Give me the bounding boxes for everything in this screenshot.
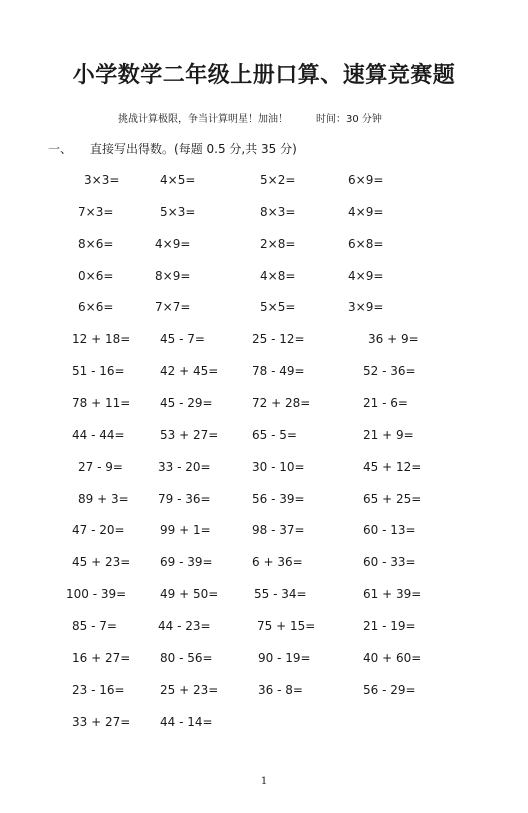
- problem-r14-c2: 49 + 50=: [160, 587, 219, 601]
- problem-r11-c4: 65 + 25=: [363, 492, 422, 506]
- problem-r11-c3: 56 - 39=: [252, 492, 305, 506]
- problem-r12-c1: 47 - 20=: [72, 523, 125, 537]
- problem-r13-c1: 45 + 23=: [72, 555, 131, 569]
- problem-r17-c2: 25 + 23=: [160, 683, 219, 697]
- problem-r12-c4: 60 - 13=: [363, 523, 416, 537]
- problem-r1-c3: 5×2=: [260, 173, 296, 187]
- problem-r9-c4: 21 + 9=: [363, 428, 414, 442]
- problem-r16-c2: 80 - 56=: [160, 651, 213, 665]
- problem-r10-c4: 45 + 12=: [363, 460, 422, 474]
- problem-r17-c1: 23 - 16=: [72, 683, 125, 697]
- page-title: 小学数学二年级上册口算、速算竞赛题: [72, 63, 456, 88]
- problem-r11-c2: 79 - 36=: [158, 492, 211, 506]
- problem-r9-c1: 44 - 44=: [72, 428, 125, 442]
- problem-r7-c3: 78 - 49=: [252, 364, 305, 378]
- problem-r2-c1: 7×3=: [78, 205, 114, 219]
- problem-r16-c3: 90 - 19=: [258, 651, 311, 665]
- problem-r13-c3: 6 + 36=: [252, 555, 303, 569]
- problem-r8-c2: 45 - 29=: [160, 396, 213, 410]
- problem-r10-c1: 27 - 9=: [78, 460, 123, 474]
- problem-r5-c4: 3×9=: [348, 300, 384, 314]
- section-instruction: 直接写出得数。(每题 0.5 分,共 35 分): [90, 142, 297, 156]
- problem-r18-c1: 33 + 27=: [72, 715, 131, 729]
- problem-r7-c1: 51 - 16=: [72, 364, 125, 378]
- problem-r4-c4: 4×9=: [348, 269, 384, 283]
- problem-r4-c1: 0×6=: [78, 269, 114, 283]
- problem-r12-c3: 98 - 37=: [252, 523, 305, 537]
- problem-r1-c1: 3×3=: [84, 173, 120, 187]
- problem-r1-c4: 6×9=: [348, 173, 384, 187]
- problem-r4-c2: 8×9=: [155, 269, 191, 283]
- problem-r3-c3: 2×8=: [260, 237, 296, 251]
- problem-r17-c4: 56 - 29=: [363, 683, 416, 697]
- problem-r6-c1: 12 + 18=: [72, 332, 131, 346]
- problem-r2-c3: 8×3=: [260, 205, 296, 219]
- problem-r5-c1: 6×6=: [78, 300, 114, 314]
- problem-r2-c2: 5×3=: [160, 205, 196, 219]
- problem-r9-c3: 65 - 5=: [252, 428, 297, 442]
- problem-r12-c2: 99 + 1=: [160, 523, 211, 537]
- problem-r18-c2: 44 - 14=: [160, 715, 213, 729]
- problem-r1-c2: 4×5=: [160, 173, 196, 187]
- problem-r15-c3: 75 + 15=: [257, 619, 316, 633]
- problem-r3-c4: 6×8=: [348, 237, 384, 251]
- problem-r2-c4: 4×9=: [348, 205, 384, 219]
- problem-r17-c3: 36 - 8=: [258, 683, 303, 697]
- problem-r7-c2: 42 + 45=: [160, 364, 219, 378]
- problem-r15-c1: 85 - 7=: [72, 619, 117, 633]
- problem-r6-c4: 36 + 9=: [368, 332, 419, 346]
- problem-r11-c1: 89 + 3=: [78, 492, 129, 506]
- problem-r6-c3: 25 - 12=: [252, 332, 305, 346]
- problem-r10-c2: 33 - 20=: [158, 460, 211, 474]
- time-limit: 时间：30 分钟: [316, 114, 382, 125]
- problem-r16-c1: 16 + 27=: [72, 651, 131, 665]
- problem-r3-c1: 8×6=: [78, 237, 114, 251]
- problem-r9-c2: 53 + 27=: [160, 428, 219, 442]
- problem-r14-c1: 100 - 39=: [66, 587, 127, 601]
- problem-r5-c2: 7×7=: [155, 300, 191, 314]
- problem-r15-c2: 44 - 23=: [158, 619, 211, 633]
- page-number: 1: [260, 776, 268, 787]
- problem-r15-c4: 21 - 19=: [363, 619, 416, 633]
- problem-r7-c4: 52 - 36=: [363, 364, 416, 378]
- section-number: 一、: [48, 142, 73, 156]
- problem-r6-c2: 45 - 7=: [160, 332, 205, 346]
- problem-r14-c4: 61 + 39=: [363, 587, 422, 601]
- problem-r8-c3: 72 + 28=: [252, 396, 311, 410]
- problem-r13-c4: 60 - 33=: [363, 555, 416, 569]
- problem-r16-c4: 40 + 60=: [363, 651, 422, 665]
- problem-r8-c1: 78 + 11=: [72, 396, 131, 410]
- problem-r4-c3: 4×8=: [260, 269, 296, 283]
- problem-r5-c3: 5×5=: [260, 300, 296, 314]
- problem-r13-c2: 69 - 39=: [160, 555, 213, 569]
- slogan-text: 挑战计算极限，争当计算明星！加油！: [118, 114, 288, 125]
- problem-r8-c4: 21 - 6=: [363, 396, 408, 410]
- problem-r3-c2: 4×9=: [155, 237, 191, 251]
- problem-r14-c3: 55 - 34=: [254, 587, 307, 601]
- problem-r10-c3: 30 - 10=: [252, 460, 305, 474]
